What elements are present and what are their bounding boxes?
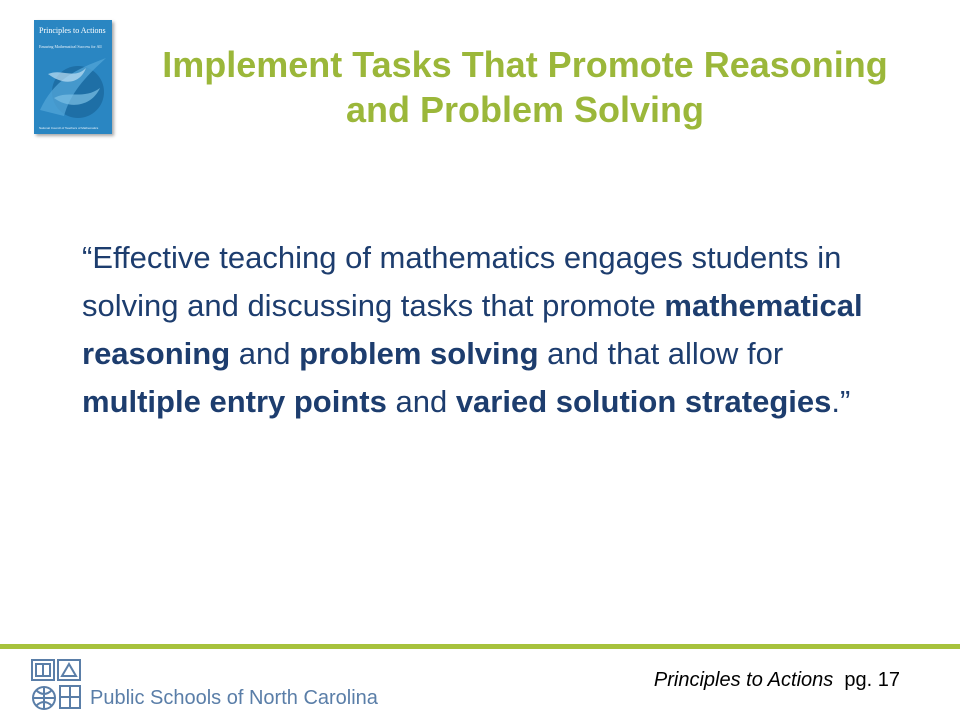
slide-title: Implement Tasks That Promote Reasoning and Problem Solving <box>162 44 888 130</box>
quote-close-mark: .” <box>831 384 851 419</box>
quote-seg-3: and that allow for <box>538 336 784 371</box>
quote-text <box>82 234 882 426</box>
quote-seg-1: Effective teaching of mathematics engages students in solving and discussing tasks that promote <box>82 240 842 323</box>
book-cover-subtitle: Ensuring Mathematical Success for All <box>39 44 102 49</box>
book-cover-image <box>34 20 112 134</box>
quote-open-mark: “ <box>82 240 93 275</box>
org-name: Public Schools of North Carolina <box>90 687 378 709</box>
citation <box>654 669 900 692</box>
book-cover-art <box>34 50 112 120</box>
quote-emphasis-1: mathematical reasoning <box>82 288 863 371</box>
quote-emphasis-2: problem solving <box>299 336 539 371</box>
quote-seg-4: and <box>386 384 456 419</box>
footer-divider <box>0 644 960 649</box>
citation-source: Principles to Actions <box>653 669 834 691</box>
dpi-logo-icon <box>30 658 84 716</box>
book-cover-title: Principles to Actions <box>39 26 106 35</box>
quote-emphasis-4: varied solution strategies <box>455 384 832 419</box>
book-cover-publisher: National Council of Teachers of Mathematics <box>39 126 99 130</box>
citation-page: pg. 17 <box>844 669 900 691</box>
quote-emphasis-3: multiple entry points <box>82 384 387 419</box>
quote-seg-2: and <box>230 336 300 371</box>
